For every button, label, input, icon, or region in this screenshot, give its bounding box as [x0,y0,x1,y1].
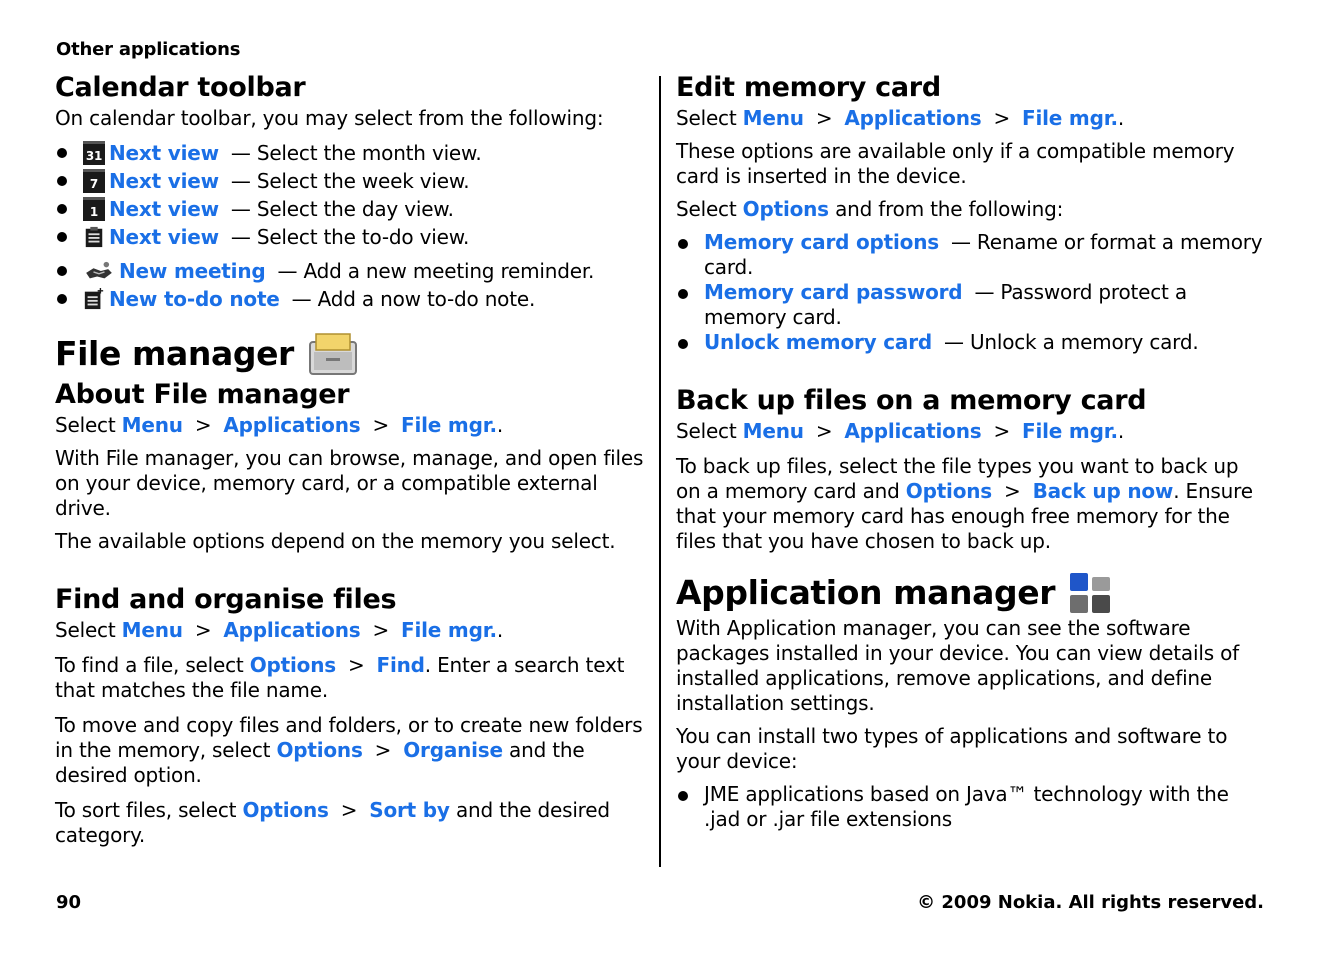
toolbar-item-day: 1 Next view — Select the day view. [55,195,650,223]
edit-memory-card-heading: Edit memory card [676,72,941,103]
file-mgr-link[interactable]: File mgr. [401,618,497,642]
applications-link[interactable]: Applications [223,413,361,437]
new-todo-note-link[interactable]: New to-do note [109,287,280,311]
toolbar-item-new-meeting: New meeting — Add a new meeting reminder. [55,257,650,285]
app-types-list [676,782,1268,832]
right-column [676,70,1268,832]
app-manager-paragraph-1: With Application manager, you can see the software packages installed in your device. You can view details of installed applications, remove applications, and define installation settings. [676,616,1239,715]
new-meeting-link[interactable]: New meeting [119,259,266,283]
menu-link[interactable]: Menu [121,413,183,437]
sort-paragraph: To sort files, select Options > Sort by and the desired category. [55,798,610,847]
file-mgr-link[interactable]: File mgr. [1022,106,1118,130]
calendar-toolbar-heading: Calendar toolbar [55,72,306,103]
calendar-month-icon: 31 [83,141,105,165]
file-manager-title: File manager [55,331,650,377]
edit-memory-paragraph-1: These options are available only if a compatible memory card is inserted in the device. [676,139,1235,188]
options-link[interactable]: Options [742,197,829,221]
meeting-icon [83,260,115,282]
memory-card-options-link[interactable]: Memory card options [704,230,939,254]
organise-link[interactable]: Organise [403,738,503,762]
sort-by-link[interactable]: Sort by [369,798,450,822]
about-paragraph-1: With File manager, you can browse, manage, and open files on your device, memory card, or a compatible external drive. [55,446,644,520]
list-item: JME applications based on Java™ technology with the .jad or .jar file extensions [676,782,1268,832]
calendar-day-icon: 1 [83,197,105,221]
applications-link[interactable]: Applications [223,618,361,642]
toolbar-item-new-todo: New to-do note — Add a now to-do note. [55,285,650,313]
options-link[interactable]: Options [276,738,363,762]
find-paragraph: To find a file, select Options > Find. Enter a search text that matches the file name. [55,653,625,702]
left-column [55,70,650,848]
file-manager-icon [308,332,358,376]
column-divider [659,76,661,867]
copyright: © 2009 Nokia. All rights reserved. [917,892,1264,913]
memory-card-options-list [676,230,1268,355]
back-up-now-link[interactable]: Back up now [1032,479,1174,503]
find-menu-path: Select Menu > Applications > File mgr.. [55,618,504,642]
menu-link[interactable]: Menu [121,618,183,642]
menu-link[interactable]: Menu [742,419,804,443]
todo-list-icon [83,226,105,248]
applications-link[interactable]: Applications [844,419,982,443]
list-item: Memory card options — Rename or format a memory card. [676,230,1268,280]
menu-link[interactable]: Menu [742,106,804,130]
next-view-link[interactable]: Next view [109,197,219,221]
file-mgr-link[interactable]: File mgr. [1022,419,1118,443]
toolbar-item-month: 31 Next view — Select the month view. [55,139,650,167]
list-item: Memory card password — Password protect a memory card. [676,280,1268,330]
memory-card-password-link[interactable]: Memory card password [704,280,963,304]
calendar-toolbar-intro: On calendar toolbar, you may select from the following: [55,106,604,130]
find-link[interactable]: Find [376,653,425,677]
about-menu-path: Select Menu > Applications > File mgr.. [55,413,504,437]
about-file-manager-heading: About File manager [55,379,350,410]
next-view-link[interactable]: Next view [109,141,219,165]
application-manager-title: Application manager [676,570,1268,616]
backup-heading: Back up files on a memory card [676,385,1147,416]
options-link[interactable]: Options [242,798,329,822]
file-mgr-link[interactable]: File mgr. [401,413,497,437]
app-manager-paragraph-2: You can install two types of applications and software to your device: [676,724,1228,773]
find-organise-heading: Find and organise files [55,584,397,615]
next-view-link[interactable]: Next view [109,169,219,193]
applications-link[interactable]: Applications [844,106,982,130]
organise-paragraph: To move and copy files and folders, or to create new folders in the memory, select Options > Organise and the desired option. [55,713,643,787]
calendar-toolbar-list [55,139,650,313]
section-header: Other applications [56,39,241,60]
toolbar-item-todo: Next view — Select the to-do view. [55,223,650,251]
toolbar-item-week: 7 Next view — Select the week view. [55,167,650,195]
unlock-memory-card-link[interactable]: Unlock memory card [704,330,932,354]
list-item: Unlock memory card — Unlock a memory card. [676,330,1268,355]
calendar-week-icon: 7 [83,169,105,193]
application-manager-icon [1069,572,1111,614]
new-todo-icon [83,288,105,310]
backup-menu-path: Select Menu > Applications > File mgr.. [676,419,1125,443]
options-link[interactable]: Options [905,479,992,503]
backup-paragraph: To back up files, select the file types you want to back up on a memory card and Options > Back up now. Ensure that your memory card has enough free memory for the files that you have chosen to back up. [676,454,1253,553]
page-number: 90 [56,892,82,913]
edit-memory-paragraph-2: Select Options and from the following: [676,197,1064,221]
edit-memory-menu-path: Select Menu > Applications > File mgr.. [676,106,1125,130]
next-view-link[interactable]: Next view [109,225,219,249]
about-paragraph-2: The available options depend on the memory you select. [55,529,616,553]
options-link[interactable]: Options [249,653,336,677]
